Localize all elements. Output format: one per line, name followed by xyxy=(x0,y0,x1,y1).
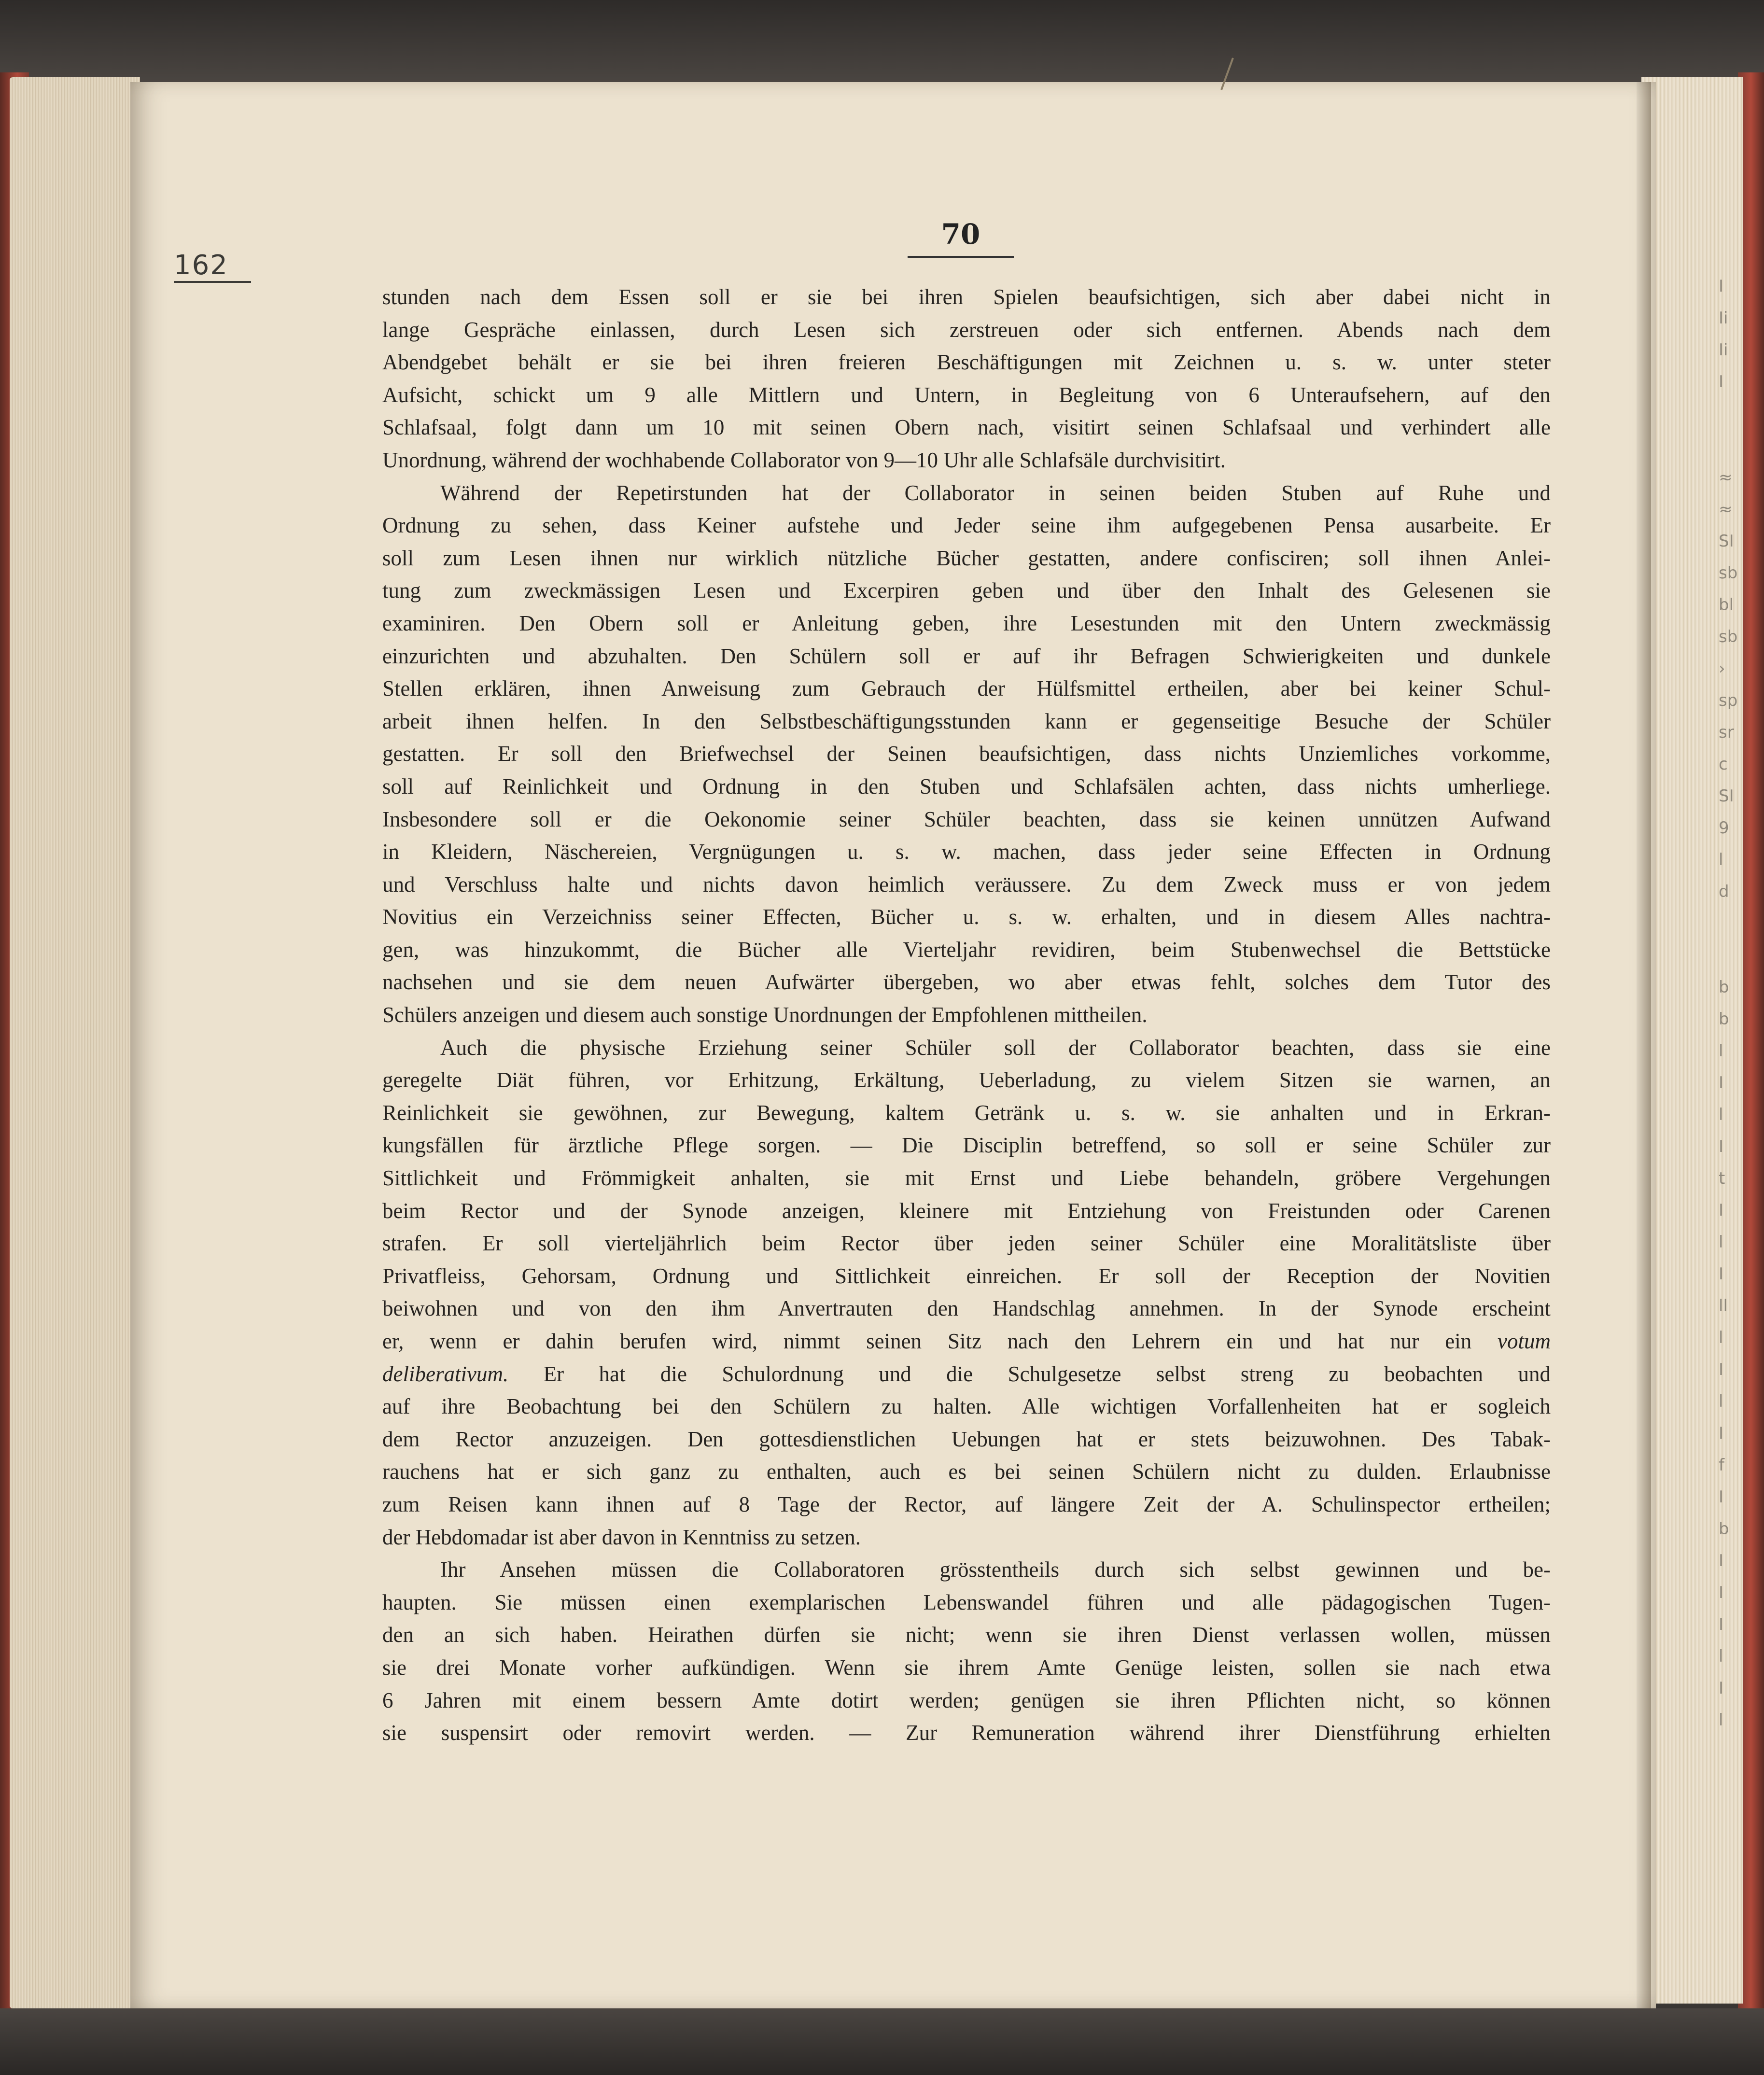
scan-background-top xyxy=(0,0,1764,82)
text-line: auf ihre Beobachtung bei den Schülern zu halten. Alle wichtigen Vorfallenheiten hat er sogleich xyxy=(382,1394,1551,1419)
text-line: gen, was hinzukommt, die Bücher alle Vierteljahr revidiren, beim Stubenwechsel die Bettstücke xyxy=(382,937,1551,962)
text-line: Reinlichkeit sie gewöhnen, zur Bewegung, kaltem Getränk u. s. w. sie anhalten und in Erkran- xyxy=(382,1100,1551,1125)
archive-number-text: 162 xyxy=(174,250,228,281)
page-stack-left xyxy=(10,77,140,2008)
text-line: kungsfällen für ärztliche Pflege sorgen. — Die Disciplin betreffend, so soll er seine Schüler zur xyxy=(382,1133,1551,1158)
text-line: Unordnung, während der wochhabende Collaborator von 9—10 Uhr alle Schlafsäle durchvisitirt. xyxy=(382,448,1226,472)
page-number: 70 xyxy=(941,218,980,251)
page-number-rule xyxy=(908,256,1014,258)
archive-number-underline xyxy=(174,281,251,283)
text-line: zum Reisen kann ihnen auf 8 Tage der Rector, auf längere Zeit der A. Schulinspector ertheilen; xyxy=(382,1492,1551,1516)
text-line: geregelte Diät führen, vor Erhitzung, Erkältung, Ueberladung, zu vielem Sitzen sie warnen, an xyxy=(382,1068,1551,1093)
text-line: sie suspensirt oder removirt werden. — Zur Remuneration während ihrer Dienstführung erhielten xyxy=(382,1721,1551,1745)
text-line: rauchens hat er sich ganz zu enthalten, auch es bei seinen Schülern nicht zu dulden. Erlaubnisse xyxy=(382,1459,1551,1484)
text-line: einzurichten und abzuhalten. Den Schülern soll er auf ihr Befragen Schwierigkeiten und dunkele xyxy=(382,644,1551,668)
text-line: Ihr Ansehen müssen die Collaboratoren grösstentheils durch sich selbst gewinnen und be- xyxy=(440,1557,1551,1582)
text-line: Schülers anzeigen und diesem auch sonstige Unordnungen der Empfohlenen mittheilen. xyxy=(382,1003,1148,1027)
text-line: Während der Repetirstunden hat der Collaborator in seinen beiden Stuben auf Ruhe und xyxy=(440,480,1551,505)
text-line: arbeit ihnen helfen. In den Selbstbeschäftigungsstunden kann er gegenseitige Besuche der Schüler xyxy=(382,709,1551,733)
text-line: Privatfleiss, Gehorsam, Ordnung und Sittlichkeit einreichen. Er soll der Reception der Novitien xyxy=(382,1263,1551,1288)
text-line: Abendgebet behält er sie bei ihren freieren Beschäftigungen mit Zeichnen u. s. w. unter steter xyxy=(382,350,1551,375)
text-line: lange Gespräche einlassen, durch Lesen sich zerstreuen oder sich entfernen. Abends nach dem xyxy=(382,317,1551,342)
text-line: Aufsicht, schickt um 9 alle Mittlern und Untern, in Begleitung von 6 Unteraufsehern, auf den xyxy=(382,382,1551,407)
text-line: Stellen erklären, ihnen Anweisung zum Gebrauch der Hülfsmittel ertheilen, aber bei keiner Schul- xyxy=(382,676,1551,701)
bleed-through-text: I Ii Ii I ≈ ≈ SI sb bl sb › sp sr c SI 9 l d b b l I l I t I l I ll l I l I f I b I I I l I l xyxy=(1719,277,1738,1730)
text-line: Ordnung zu sehen, dass Keiner aufstehe und Jeder seine ihm aufgegebenen Pensa ausarbeite. Er xyxy=(382,513,1551,538)
body-text xyxy=(382,281,1551,1750)
text-line: strafen. Er soll vierteljährlich beim Rector über jeden seiner Schüler eine Moralitätsliste über xyxy=(382,1231,1551,1256)
archive-number xyxy=(174,246,261,285)
text-line: den an sich haben. Heirathen dürfen sie nicht; wenn sie ihren Dienst verlassen wollen, müssen xyxy=(382,1623,1551,1647)
text-line: Novitius ein Verzeichniss seiner Effecten, Bücher u. s. w. erhalten, und in diesem Alles nachtra- xyxy=(382,905,1551,929)
scan-background-bottom xyxy=(0,2008,1764,2075)
text-line: soll auf Reinlichkeit und Ordnung in den Stuben und Schlafsälen achten, dass nichts umherliege. xyxy=(382,774,1551,799)
text-line: soll zum Lesen ihnen nur wirklich nützliche Bücher gestatten, andere confisciren; soll ihnen Anlei- xyxy=(382,546,1551,570)
text-line: beim Rector und der Synode anzeigen, kleinere mit Entziehung von Freistunden oder Carenen xyxy=(382,1198,1551,1223)
text-line: beiwohnen und von den ihm Anvertrauten den Handschlag annehmen. In der Synode erscheint xyxy=(382,1296,1551,1321)
text-line: examiniren. Den Obern soll er Anleitung geben, ihre Lesestunden mit den Untern zweckmässig xyxy=(382,611,1551,635)
text-line: deliberativum. Er hat die Schulordnung und die Schulgesetze selbst streng zu beobachten und xyxy=(382,1361,1551,1386)
text-line: dem Rector anzuzeigen. Den gottesdienstlichen Uebungen hat er stets beizuwohnen. Des Tabak- xyxy=(382,1427,1551,1451)
text-line: Schlafsaal, folgt dann um 10 mit seinen Obern nach, visitirt seinen Schlafsaal und verhindert alle xyxy=(382,415,1551,440)
text-line: nachsehen und sie dem neuen Aufwärter übergeben, wo aber etwas fehlt, solches dem Tutor des xyxy=(382,970,1551,995)
text-line: und Verschluss halte und nichts davon heimlich veräussere. Zu dem Zweck muss er von jedem xyxy=(382,872,1551,897)
text-line: 6 Jahren mit einem bessern Amte dotirt werden; genügen sie ihren Pflichten nicht, so können xyxy=(382,1688,1551,1712)
text-line: Insbesondere soll er die Oekonomie seiner Schüler beachten, dass sie keinen unnützen Aufwand xyxy=(382,807,1551,831)
text-line: tung zum zweckmässigen Lesen und Excerpiren geben und über den Inhalt des Gelesenen sie xyxy=(382,578,1551,603)
text-line: sie drei Monate vorher aufkündigen. Wenn sie ihrem Amte Genüge leisten, sollen sie nach etwa xyxy=(382,1655,1551,1680)
text-line: Sittlichkeit und Frömmigkeit anhalten, sie mit Ernst und Liebe behandeln, gröbere Vergehungen xyxy=(382,1166,1551,1191)
text-line: haupten. Sie müssen einen exemplarischen Lebenswandel führen und alle pädagogischen Tugen- xyxy=(382,1590,1551,1614)
text-line: Auch die physische Erziehung seiner Schüler soll der Collaborator beachten, dass sie eine xyxy=(440,1035,1551,1060)
text-line: gestatten. Er soll den Briefwechsel der Seinen beaufsichtigen, dass nichts Unziemliches vorkomme, xyxy=(382,742,1551,766)
text-line: in Kleidern, Näschereien, Vergnügungen u. s. w. machen, dass jeder seine Effecten in Ordnung xyxy=(382,840,1551,864)
text-line: stunden nach dem Essen soll er sie bei ihren Spielen beaufsichtigen, sich aber dabei nicht in xyxy=(382,285,1551,309)
page-gutter-shadow xyxy=(1637,82,1651,2008)
text-line: er, wenn er dahin berufen wird, nimmt seinen Sitz nach den Lehrern ein und hat nur ein votum xyxy=(382,1329,1551,1353)
text-line: der Hebdomadar ist aber davon in Kenntniss zu setzen. xyxy=(382,1525,861,1549)
